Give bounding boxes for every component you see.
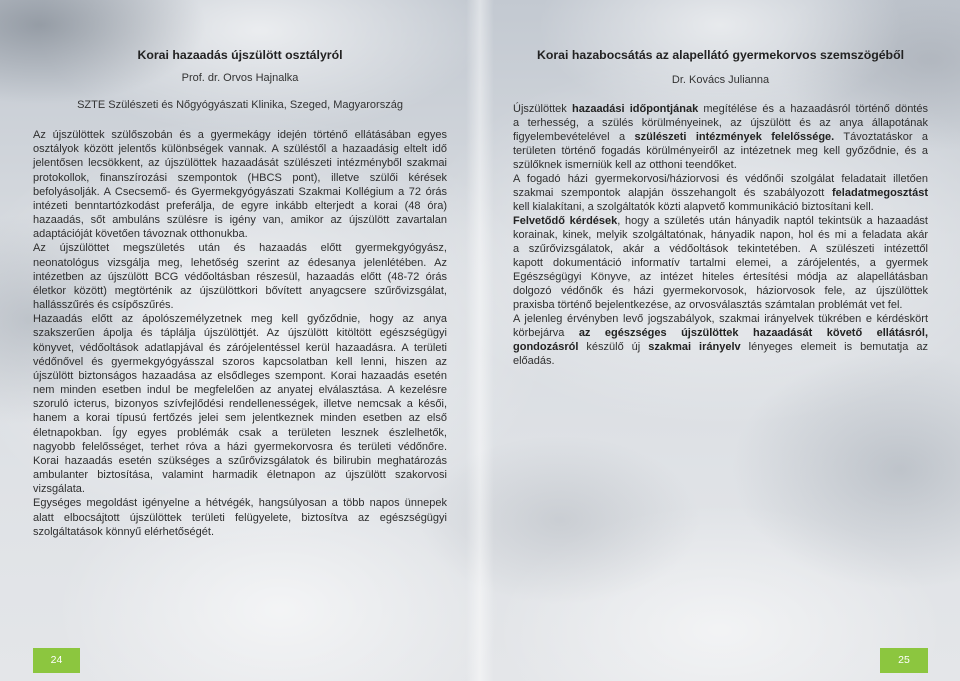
text-line: ambulanter biztosítása, valamint harmadik életnapon az újszülött szakorvosi (33, 469, 447, 482)
paragraph (33, 312, 447, 496)
text-line: hanem a korai típusú fertőzés jelei sem jelentkeznek minden esetben az első (33, 412, 447, 425)
paragraph (33, 496, 447, 539)
text-line: befolyásolják. A Csecsemő- és Gyermekgyógyászati Szakmai Kollégium a 72 órás (33, 185, 447, 198)
text-line: könyvet, védőoltások adatlapjával és zárójelentéssel kerül hazaadásra. A területi (33, 341, 447, 354)
text-line: Egységes megoldást igényelne a hétvégék, hangsúlyosan a több napos ünnepek (33, 497, 447, 510)
text-line: protokollok, finanszírozási szempontok (HBCS pont), illetve szülői kérések (33, 171, 447, 184)
right-article-body (513, 102, 928, 368)
page-number-box-right (880, 648, 928, 673)
text-line (513, 186, 928, 200)
text-line: korainak, kinek, melyik szolgáltatónak, hányadik napon, hol és mi a feladata akár (513, 229, 928, 241)
text-line: adaptációját követően távoznak otthonukba. (33, 228, 248, 241)
paragraph (513, 214, 928, 312)
text-line (513, 340, 928, 354)
text-line: Az újszülöttet megszületés után és hazaadás előtt gyermekgyógyász, (33, 242, 447, 255)
paragraph (33, 128, 447, 241)
text-line: kell kialakítani, a szolgáltatók közti alapvető kommunikáció biztosítani kell. (513, 201, 874, 213)
bold-text-run: az egészséges újszülöttek hazaadását követő ellátásról, (578, 327, 928, 339)
text-line: életnapokban. Így egyes problémák csak a területen lesznek észlelhetők, (33, 426, 447, 439)
text-line: Hazaadás előtt az ápolószemélyzetnek meg kell győződnie, hogy az anya (33, 313, 447, 326)
text-line: A jelenleg érvényben levő jogszabályok, szakmai irányelvek tükrében e kérdéskört (513, 313, 928, 325)
text-run: megítélése és a hazaadásról történő döntés (698, 103, 928, 115)
text-run: körbejárva (513, 327, 579, 339)
text-line (513, 214, 928, 228)
text-line: életkor között) megtörténik az újszülöttkori bővített anyagcsere szűrővizsgálat, (33, 284, 447, 297)
text-line: A fogadó házi gyermekorvosi/háziorvosi és védőnői szolgálat feladatait illetően (513, 173, 928, 185)
text-line: nagyobb felelősséget, terhet róva a házi gyermekorvosra és területi védőnőre. (33, 440, 447, 453)
bold-text-run: szülészeti intézmények felelőssége. (634, 131, 835, 143)
text-run: Távoztatáskor a (834, 131, 928, 143)
text-line: szoruló icterus, bizonyos szívfejlődési rendellenességek, illetve nemcsak a késői, (33, 398, 447, 411)
text-line: Az újszülöttek szülőszobán és a gyermekágy idején történő ellátásában egyes (33, 129, 447, 141)
right-article-title: Korai hazabocsátás az alapellátó gyermekorvos szemszögéből (537, 48, 904, 62)
text-line: praxisba történő bejelentkezése, az orvosválasztás számtalan problémát vet fel. (513, 299, 903, 311)
text-line: nem minden esetben indul be megfelelően az anyatej elválasztása. A kezelésre (33, 384, 447, 397)
text-line (513, 326, 928, 340)
text-line: a szűrővizsgálatok, akár a védőoltások tekintetében. A szülészeti intézettől (513, 243, 928, 255)
page-number-box-left (33, 648, 80, 673)
text-line: kapott dokumentáció informatív tartalmi elemei, a zárójelentés, a gyermek (513, 257, 928, 269)
right-article-author: Dr. Kovács Julianna (671, 74, 770, 86)
text-line: vizsgálata. (33, 483, 85, 496)
bold-text-run: Felvetődő kérdések (513, 215, 618, 227)
text-line: intézetben az újszülött BCG védőoltásban részesül, hazaadás előtt (48-72 órás (33, 270, 447, 283)
paragraph (513, 102, 928, 172)
page-number: 24 (50, 654, 63, 666)
paragraph (513, 312, 928, 368)
text-line: védőnővel és gyermekgyógyásszal szoros kapcsolatban kell lenni, hiszen az (33, 355, 447, 368)
text-run: , hogy a születés után hányadik naptól tekintsük a hazaadást (617, 215, 928, 227)
text-line: Egészségügyi Könyve, az intézet hiteles értesítési módja az alapellátásban (513, 271, 928, 283)
text-line: neonatológus vizsgálja meg, lehetőség szerint az édesanya jelenlétében. Az (33, 256, 447, 269)
text-line: alatt elbocsájtott újszülöttek területi felügyelete, biztosítva az egészségügyi (33, 511, 447, 524)
left-article-author: Prof. dr. Orvos Hajnalka (181, 72, 299, 84)
text-line: újszülött biztonságos hazaadása az elsődleges szempont. Korai hazaadás esetén (33, 369, 447, 382)
text-line: szakszerűen ápolja és táplálja újszülöttjét. Az újszülött kitöltött egészségügyi (33, 327, 447, 340)
bold-text-run: gondozásról (513, 341, 579, 353)
text-run: készülő új (578, 341, 649, 353)
bold-text-run: szakmai irányelv (648, 341, 741, 353)
text-line (513, 102, 928, 116)
page-number: 25 (898, 654, 910, 666)
paragraph (513, 172, 928, 214)
text-line: hazaadás, sőt ambuláns szülésre is igény van, amikor az újszülött zavartalan (33, 214, 447, 227)
text-line: szülőknek ismerniük kell az otthoni teendőket. (513, 159, 737, 171)
text-line: osztályok között jelentős különbségek vannak. A szüléstől a hazaadásig eltelt idő (33, 143, 447, 156)
text-run: lényeges elemeit is bemutatja az (740, 341, 928, 353)
text-line: Korai hazaadás esetén szükséges a szűrővizsgálatok és bilirubin meghatározás (33, 454, 447, 467)
text-run: szakmai szempontok alapján összehangolt és szabályozott (513, 187, 833, 199)
text-line: jelentősen lecsökkent, az újszülöttek hazaadását szülészeti intézményből szakmai (33, 157, 447, 170)
bold-text-run: feladatmegosztást (832, 187, 928, 199)
text-line: a terhesség, a szülés körülményeinek, az újszülött és az anya állapotának (513, 117, 928, 129)
text-line: intézeti benntartózkodást preferálja, de egyre inkább elterjedt a korai (48 óra) (33, 199, 447, 212)
text-line: hallásszűrés és csípőszűrés. (33, 299, 174, 312)
text-line (513, 130, 928, 144)
left-article-title: Korai hazaadás újszülött osztályról (137, 48, 343, 62)
left-article-affiliation: SZTE Szülészeti és Nőgyógyászati Klinika, Szeged, Magyarország (77, 99, 403, 111)
bold-text-run: hazaadási időpontjának (571, 103, 699, 115)
text-run: figyelembevételével a (513, 131, 635, 143)
text-line: szolgáltatások könnyű elérhetőségét. (33, 525, 215, 538)
text-line: dolgozó védőnők és házi gyermekorvosok, háziorvosok fele, az újszülöttek (513, 285, 928, 297)
text-line: területen történő fogadás körülményeiről az intézetnek meg kell győződnie, és a (513, 145, 928, 157)
paragraph (33, 241, 447, 312)
text-line: előadás. (513, 355, 555, 367)
left-article-body (33, 128, 447, 539)
text-run: Újszülöttek (513, 103, 572, 115)
